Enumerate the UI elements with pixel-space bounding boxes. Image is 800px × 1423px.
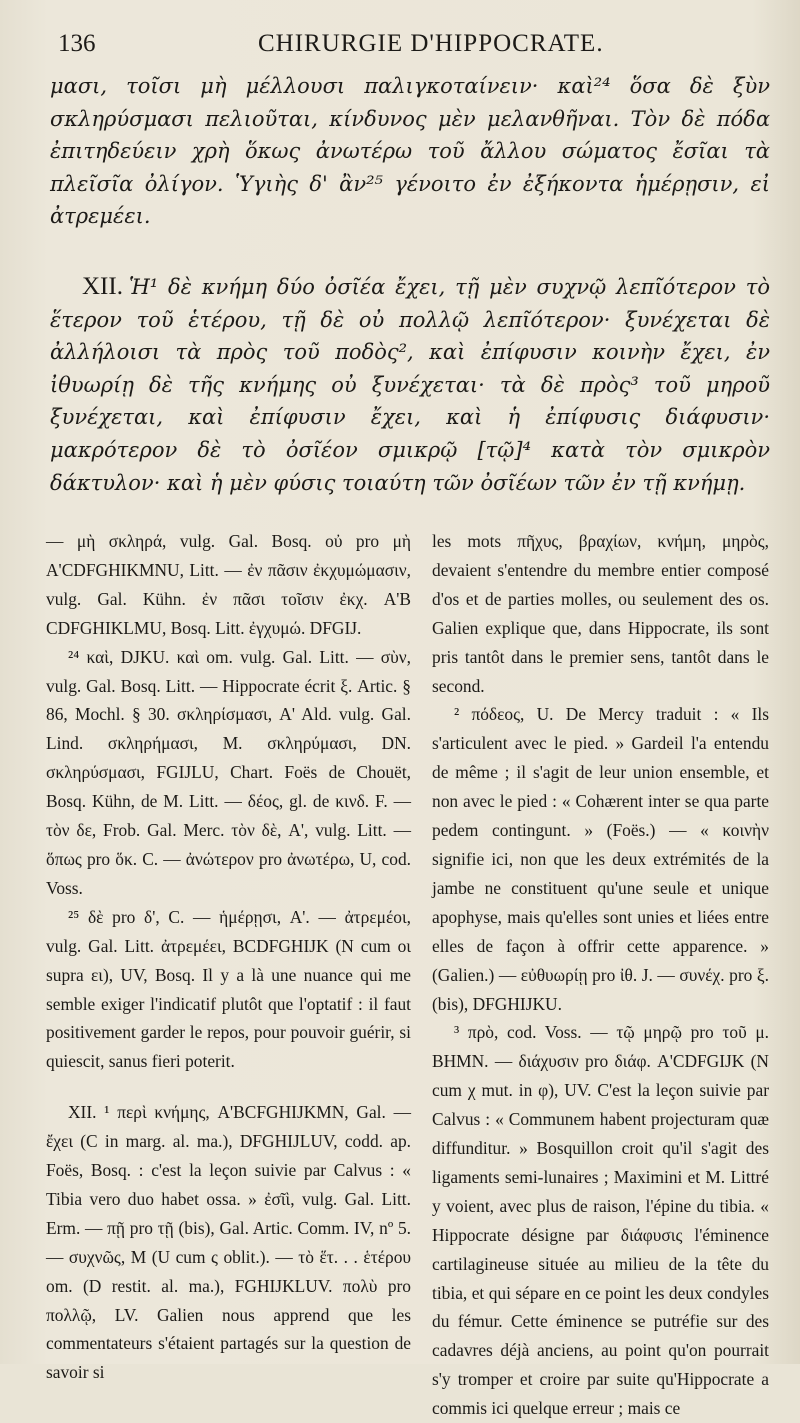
footnotes-left-column: [46, 527, 411, 1387]
page-number: 136: [58, 30, 96, 57]
greek-text-block-1: [50, 70, 770, 233]
footnotes-right-column: [432, 527, 769, 1423]
running-title: CHIRURGIE D'HIPPOCRATE.: [258, 30, 604, 57]
footnote: XII. ¹ περὶ κνήμης, A'BCFGHIJKMN, Gal. — ἔχει (C in marg. al. ma.), DFGHIJLUV, codd. ap. Foës, Bosq. : c'est la leçon suivie par Calvus : « Tibia vero duo habet ossa. » ἐσῖὶ, vulg. Gal. Litt. Erm. — πῇ pro τῇ (bis), Gal. Artic. Comm. IV, nº 5. — συχνῶς, M (U cum ς oblit.). — τὸ ἕτ. . . ἑτέρου om. (D restit. al. ma.), FGHIJKLUV. πολὺ pro πολλῷ, LV. Galien nous apprend que les commentateurs s'étaient partagés sur la question de savoir si: [46, 1102, 411, 1383]
footnote: ²⁴ καὶ, DJKU. καὶ om. vulg. Gal. Litt. — σὺν, vulg. Gal. Bosq. Litt. — Hippocrate écrit ξ. Artic. § 86, Mochl. § 30. σκληρίσμασι, A' Ald. vulg. Gal. Lind. σκληρήμασι, M. σκληρύμασι, DN. σκληρύσμασι, FGIJLU, Chart. Foës de Chouët, Bosq. Kühn, de M. Litt. — δέος, gl. de κινδ. F. — τὸν δε, Frob. Gal. Merc. τὸν δὲ, A', vulg. Litt. — ὅπως pro ὅκ. C. — ἀνώτερον pro ἀνωτέρω, U, cod. Voss.: [46, 646, 411, 898]
chapter-number: XII.: [82, 273, 123, 300]
footnote: ² πόδεος, U. De Mercy traduit : « Ils s'articulent avec le pied. » Gardeil l'a entendu de même ; il s'agit de leur union ensemble, et non avec le pied : « Cohærent inter se qua parte pedem contingunt. » (Foës.) — « κοινὴν signifie ici, non que les deux extrémités de la jambe ne constituent qu'une seule et unique apophyse, mais qu'elles sont unies et liées entre elles de façon à offrir cette apparence. » (Galien.) — εὐθυωρίῃ pro ἰθ. J. — συνέχ. pro ξ. (bis), DFGHIJKU.: [432, 704, 769, 1014]
footnote: — μὴ σκληρά, vulg. Gal. Bosq. οὐ pro μὴ A'CDFGHIKMNU, Litt. — ἐν πᾶσιν ἐκχυμώμασιν, vulg. Gal. Kühn. ἐν πᾶσι τοῖσιν ἐκχ. A'B CDFGHIKLMU, Bosq. Litt. ἐγχυμώ. DFGIJ.: [46, 531, 411, 638]
page-header: [48, 30, 760, 70]
greek-text-block-2: [50, 271, 770, 499]
footnote: ³ πρὸ, cod. Voss. — τῷ μηρῷ pro τοῦ μ. BHMN. — διάχυσιν pro διάφ. A'CDFGIJK (N cum χ mut. in φ), UV. C'est la leçon suivie par Calvus : « Communem habent projecturam quæ diffunditur. » Bosquillon croit qu'il s'agit des ligaments semi-lunaires ; Maximini et M. Littré y voient, avec plus de raison, l'épine du tibia. « Hippocrate désigne par διάφυσις l'éminence cartilagineuse située au milieu de la tête du tibia, et qui sépare en ce point les deux condyles du fémur. Cette éminence se putréfie sur des cadavres déjà anciens, au point qu'on pourrait s'y tromper et croire par suite qu'Hippocrate a commis ici quelque erreur ; mais ce: [432, 1022, 769, 1419]
greek-paragraph-2-text: Ἡ¹ δὲ κνήμη δύο ὀσῖέα ἔχει, τῇ μὲν συχνῷ λεπῖότερον τὸ ἕτερον τοῦ ἑτέρου, τῇ δὲ οὐ πολλῷ λεπῖότερον· ξυνέχεται δὲ ἀλλήλοισι τὰ πρὸς τοῦ ποδὸς², καὶ ἐπίφυσιν κοινὴν ἔχει, ἐν ἰθυωρίῃ δὲ τῆς κνήμης οὐ ξυνέχεται· τὰ δὲ πρὸς³ τοῦ μηροῦ ξυνέχεται, καὶ ἐπίφυσιν ἔχει, καὶ ἡ ἐπίφυσις διάφυσιν· μακρότερον δὲ τὸ ὀσῖέον σμικρῷ [τῷ]⁴ κατὰ τὸν σμικρὸν δάκτυλον· καὶ ἡ μὲν φύσις τοιαύτη τῶν ὀσῖέων τῶν ἐν τῇ κνήμῃ.: [50, 275, 770, 495]
footnote: les mots πῆχυς, βραχίων, κνήμη, μηρὸς, devaient s'entendre du membre entier composé d'os et de parties molles, ou seulement des os. Galien explique que, dans Hippocrate, ils sont pris tantôt dans le premier sens, tantôt dans le second.: [432, 531, 769, 696]
greek-paragraph-2: [50, 271, 770, 499]
footnote: ²⁵ δὲ pro δ', C. — ἡμέρῃσι, A'. — ἀτρεμέοι, vulg. Gal. Litt. ἀτρεμέει, BCDFGHIJK (N cum οι supra ει), UV, Bosq. Il y a là une nuance qui me semble exiger l'indicatif plutôt que l'optatif : il faut positivement garder le repos, pour pouvoir guérir, si quiescit, sanus fieri poterit.: [46, 906, 411, 1072]
greek-paragraph-1: μασι, τοῖσι μὴ μέλλουσι παλιγκοταίνειν· καὶ²⁴ ὅσα δὲ ξὺν σκληρύσμασι πελιοῦται, κίνδυνος μὲν μελανθῆναι. Τὸν δὲ πόδα ἐπιτηδεύειν χρὴ ὅκως ἀνωτέρω τοῦ ἄλλου σώματος ἔσῖαι τὰ πλεῖσῖα ὀλίγον. Ὑγιὴς δ' ἂν²⁵ γένοιτο ἐν ἐξήκοντα ἡμέρῃσιν, εἰ ἀτρεμέει.: [50, 74, 770, 229]
